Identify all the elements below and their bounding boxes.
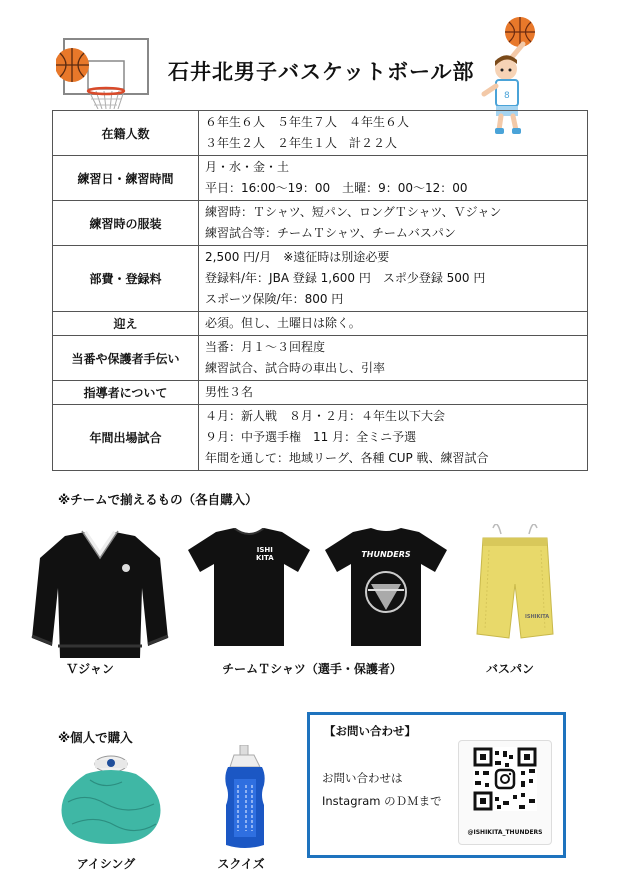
- shorts-print: ISHIKITA: [525, 614, 550, 620]
- shirt-front-print: [256, 546, 274, 562]
- v-jacket-image: [30, 528, 170, 667]
- table-row: [53, 405, 588, 471]
- row-value: [199, 381, 588, 405]
- value-line: 月・水・金・土: [205, 160, 290, 174]
- row-label: 当番や保護者手伝い: [53, 336, 199, 381]
- table-row: [53, 381, 588, 405]
- row-label: 練習日・練習時間: [53, 156, 199, 201]
- page-title: 石井北男子バスケットボール部: [168, 60, 475, 84]
- value-line: 男性３名: [205, 385, 254, 399]
- value-line: 必須。但し、土曜日は除く。: [205, 316, 361, 330]
- row-label: 年間出場試合: [53, 405, 199, 471]
- item-caption: バスパン: [485, 662, 534, 676]
- row-label: 指導者について: [53, 381, 199, 405]
- row-value: [199, 111, 588, 156]
- row-value: [199, 312, 588, 336]
- value-line: 平日：16:00〜19：00 土曜：9：00〜12：00: [205, 181, 468, 195]
- contact-line: お問い合わせは: [322, 771, 403, 785]
- table-row: [53, 156, 588, 201]
- value-line: 練習試合等：チームＴシャツ、チームバスパン: [205, 226, 456, 240]
- team-tshirt-front-image: [186, 528, 312, 652]
- table-row: [53, 336, 588, 381]
- table-row: [53, 246, 588, 312]
- item-caption: スクイズ: [217, 857, 265, 871]
- contact-text: [322, 767, 442, 813]
- row-value: [199, 405, 588, 471]
- ice-pack-image: [56, 752, 166, 851]
- table-row: [53, 201, 588, 246]
- row-value: [199, 246, 588, 312]
- team-tshirt-back-image: [323, 528, 449, 652]
- contact-heading: 【お問い合わせ】: [324, 724, 416, 738]
- row-label: 部費・登録料: [53, 246, 199, 312]
- shirt-back-print: THUNDERS: [361, 550, 411, 559]
- value-line: スポーツ保険/年：800 円: [205, 292, 344, 306]
- value-line: ９月：中予選手権 11 月：全ミニ予選: [205, 430, 417, 444]
- club-info-table: [52, 110, 588, 471]
- value-line: 年間を通して：地域リーグ、各種 CUP 戦、練習試合: [205, 451, 489, 465]
- row-label: 迎え: [53, 312, 199, 336]
- row-value: [199, 336, 588, 381]
- value-line: 練習時：Ｔシャツ、短パン、ロングＴシャツ、Ｖジャン: [205, 205, 502, 219]
- item-caption: チームＴシャツ（選手・保護者）: [222, 662, 402, 676]
- contact-box: [307, 712, 566, 858]
- row-label: 練習時の服装: [53, 201, 199, 246]
- value-line: 2,500 円/月 ※遠征時は別途必要: [205, 250, 390, 264]
- instagram-qr-card[interactable]: [458, 740, 552, 845]
- svg-text:8: 8: [504, 91, 510, 101]
- value-line: ４月：新人戦 ８月・２月：４年生以下大会: [205, 409, 446, 423]
- value-line: ６年生６人 ５年生７人 ４年生６人: [205, 115, 410, 129]
- item-caption: Ｖジャン: [66, 662, 114, 676]
- team-items-heading: ※チームで揃えるもの（各自購入）: [58, 492, 258, 507]
- value-line: 練習試合、試合時の車出し、引率: [205, 361, 386, 375]
- row-value: [199, 201, 588, 246]
- shirt-front-print-line: ISHI: [256, 546, 273, 554]
- basketball-hoop-illustration: [56, 37, 151, 113]
- table-row: [53, 111, 588, 156]
- value-line: 当番：月１〜３回程度: [205, 340, 326, 354]
- value-line: ３年生２人 ２年生１人 計２２人: [205, 136, 398, 150]
- value-line: 登録料/年：JBA 登録 1,600 円 スポ少登録 500 円: [205, 271, 486, 285]
- qr-code-icon: [459, 741, 551, 827]
- shirt-front-print-line: KITA: [256, 554, 274, 562]
- instagram-handle[interactable]: @ISHIKITA_THUNDERS: [467, 829, 543, 836]
- basketball-shorts-image: [475, 524, 555, 650]
- row-label: 在籍人数: [53, 111, 199, 156]
- contact-line: Instagram のＤＭまで: [322, 794, 442, 808]
- row-value: [199, 156, 588, 201]
- item-caption: アイシング: [76, 857, 136, 871]
- personal-items-heading: ※個人で購入: [58, 730, 133, 745]
- squeeze-bottle-image: [220, 745, 275, 854]
- table-row: [53, 312, 588, 336]
